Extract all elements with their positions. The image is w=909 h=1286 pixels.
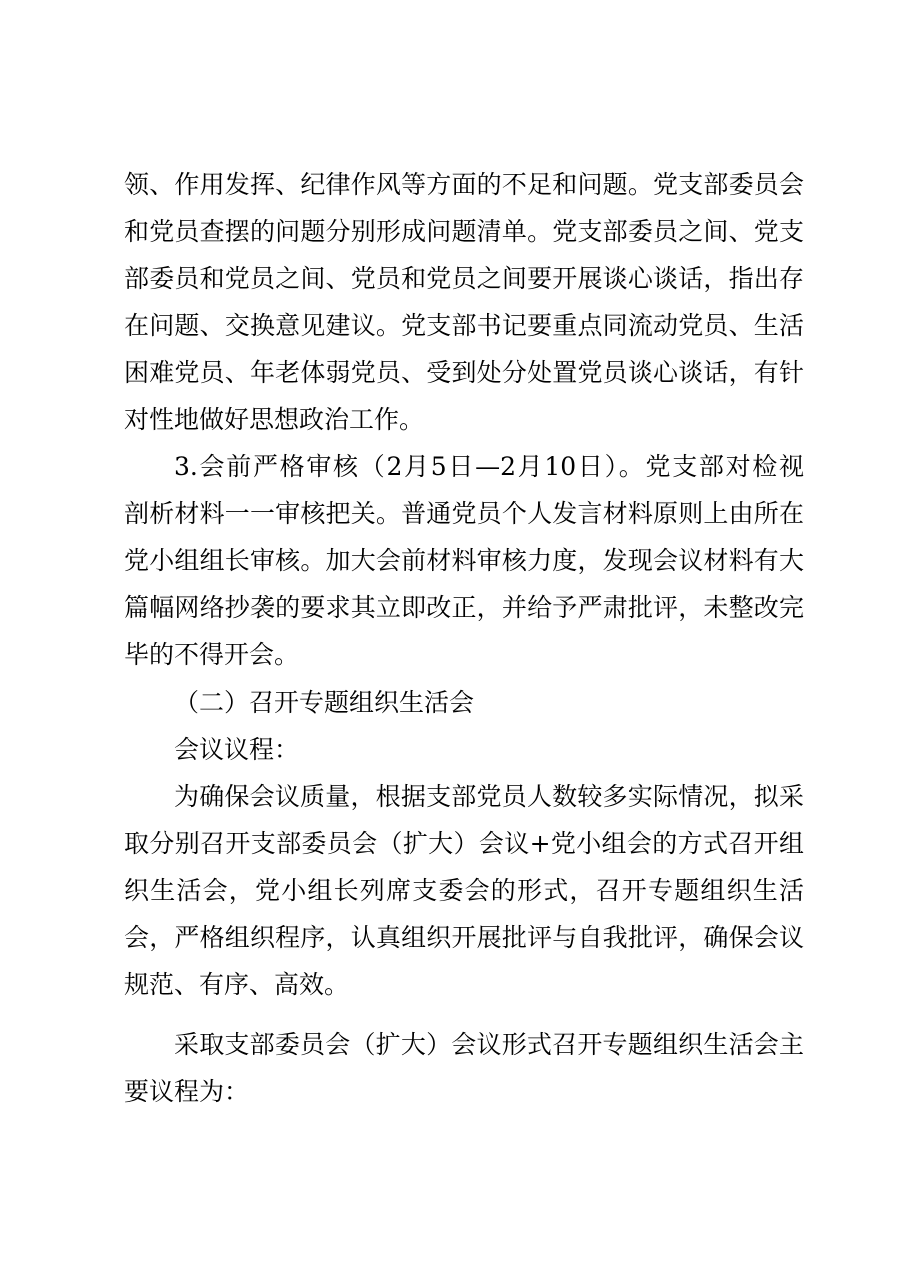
paragraph-line: 3.会前严格审核（2月5日—2月10日）。党支部对检视 bbox=[174, 452, 804, 481]
paragraph-line: 对性地做好思想政治工作。 bbox=[124, 405, 425, 434]
paragraph-line: 领、作用发挥、纪律作风等方面的不足和问题。党支部委员会 bbox=[124, 170, 804, 199]
paragraph-line: 剖析材料一一审核把关。普通党员个人发言材料原则上由所在 bbox=[124, 499, 804, 528]
paragraph-line: 织生活会，党小组长列席支委会的形式，召开专题组织生活 bbox=[124, 876, 804, 905]
paragraph-line: 采取支部委员会（扩大）会议形式召开专题组织生活会主 bbox=[174, 1030, 804, 1059]
paragraph-line: 毕的不得开会。 bbox=[124, 640, 300, 669]
paragraph-line: 要议程为： bbox=[124, 1077, 250, 1106]
paragraph-line: 取分别召开支部委员会（扩大）会议+党小组会的方式召开组 bbox=[124, 829, 804, 858]
section-heading: （二）召开专题组织生活会 bbox=[174, 688, 475, 717]
paragraph-line: 会，严格组织程序，认真组织开展批评与自我批评，确保会议 bbox=[124, 923, 804, 952]
paragraph-line: 部委员和党员之间、党员和党员之间要开展谈心谈话，指出存 bbox=[124, 264, 804, 293]
paragraph-line: 和党员查摆的问题分别形成问题清单。党支部委员之间、党支 bbox=[124, 217, 804, 246]
agenda-label: 会议议程： bbox=[174, 735, 300, 764]
paragraph-line: 为确保会议质量，根据支部党员人数较多实际情况，拟采 bbox=[174, 782, 804, 811]
paragraph-line: 在问题、交换意见建议。党支部书记要重点同流动党员、生活 bbox=[124, 311, 804, 340]
paragraph-line: 篇幅网络抄袭的要求其立即改正，并给予严肃批评，未整改完 bbox=[124, 593, 804, 622]
paragraph-line: 困难党员、年老体弱党员、受到处分处置党员谈心谈话，有针 bbox=[124, 358, 804, 387]
paragraph-line: 党小组组长审核。加大会前材料审核力度，发现会议材料有大 bbox=[124, 546, 804, 575]
paragraph-line: 规范、有序、高效。 bbox=[124, 970, 350, 999]
